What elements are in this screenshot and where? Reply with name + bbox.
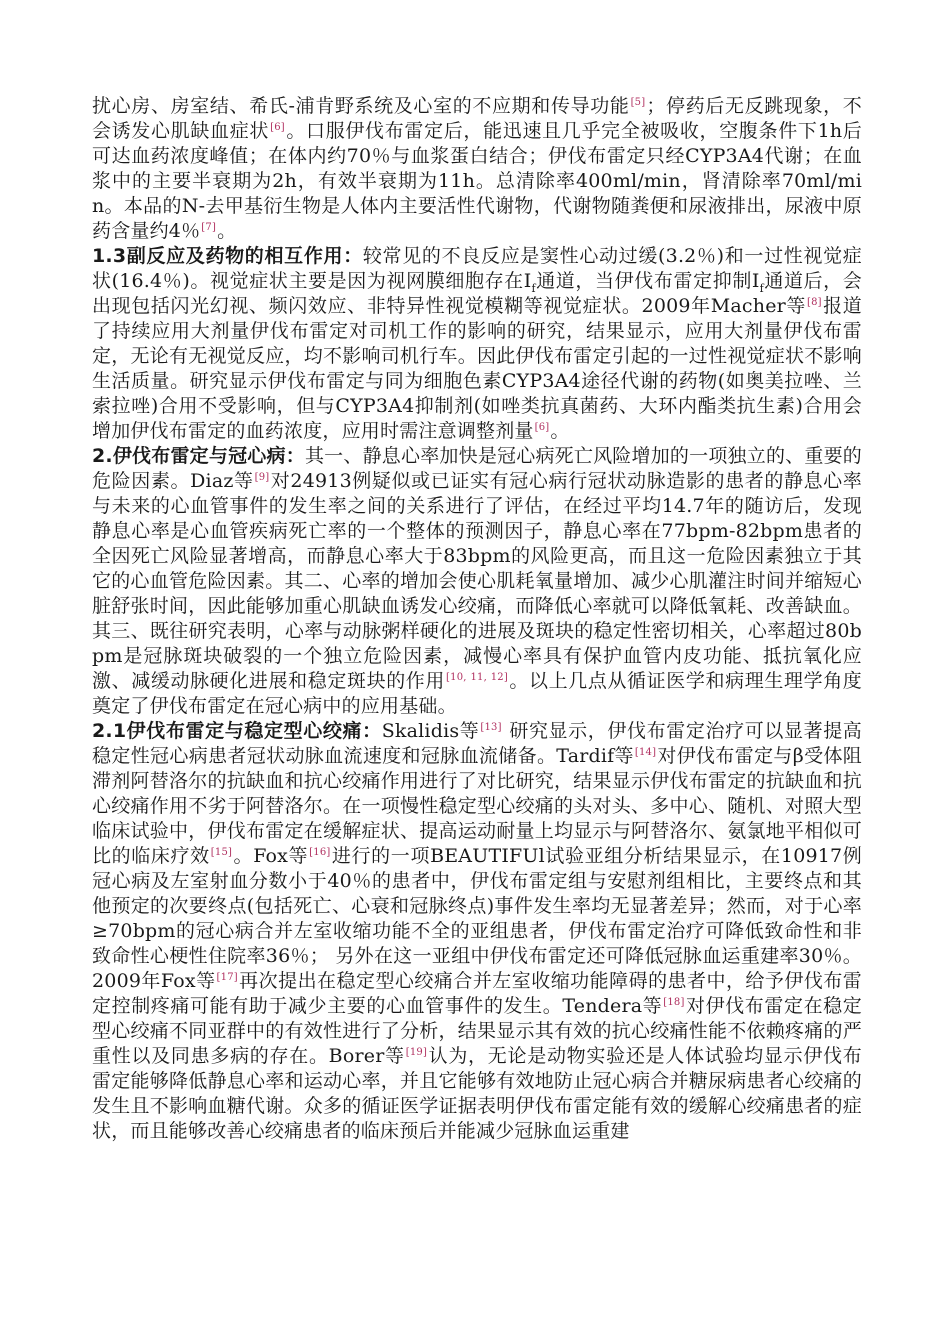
body-text: 对伊伐布雷定与β受体阻滞剂阿替洛尔的抗缺血和抗心绞痛作用进行了对比研究，结果显示伊伐布雷定的抗缺血和抗心绞痛作用不劣于阿替洛尔。在一项慢性稳定型心绞痛的头对头、多中心、随机、对照大型临床试验中，伊伐布雷定在缓解症状、提高运动耐量上均显示与阿替洛尔、氨氯地平相似可比的临床疗效 — [92, 745, 862, 867]
body-text: 通道，当伊伐布雷定抑制I — [535, 270, 760, 292]
body-text: 对24913例疑似或已证实有冠心病行冠状动脉造影的患者的静息心率与未来的心血管事件的发生率之间的关系进行了评估，在经过平均14.7年的随访后，发现静息心率是心血管疾病死亡率的一个整体的预测因子，静息心率在77bpm-82bpm患者的全因死亡风险显著增高，而静息心率大于83bpm的风险更高，而且这一危险因素独立于其它的心血管危险因素。其二、心率的增加会使心肌耗氧量增加、减少心肌灌注时间并缩短心脏舒张时间，因此能够加重心肌缺血诱发心绞痛，而降低心率就可以降低氧耗、改善缺血。其三、既往研究表明，心率与动脉粥样硬化的进展及斑块的稳定性密切相关，心率超过80bpm是冠脉斑块破裂的一个独立危险因素，减慢心率具有保护血管内皮功能、抵抗氧化应激、减缓动脉硬化进展和稳定斑块的作用 — [92, 470, 863, 692]
subscript: f — [759, 281, 764, 295]
citation-ref[interactable]: [6] — [534, 421, 550, 433]
paragraph-side-effects — [92, 244, 862, 444]
body-text: ；停药后无反跳现象，不会诱发心肌缺血症状 — [92, 95, 863, 142]
body-text: 其一、静息心率加快是冠心病死亡风险增加的一项独立的、重要的危险因素。Diaz等 — [92, 445, 862, 492]
citation-ref[interactable]: [7] — [201, 221, 217, 233]
body-text: 报道了持续应用大剂量伊伐布雷定对司机工作的影响的研究，结果显示，应用大剂量伊伐布雷定，无论有无视觉反应，均不影响司机行车。因此伊伐布雷定引起的一过性视觉症状不影响生活质量。研究显示伊伐布雷定与同为细胞色素CYP3A4途径代谢的药物(如奥美拉唑、兰索拉唑)合用不受影响，但与CYP3A4抑制剂(如唑类抗真菌药、大环内酯类抗生素)合用会增加伊伐布雷定的血药浓度，应用时需注意调整剂量 — [92, 295, 863, 442]
body-text: 。 — [550, 420, 570, 442]
body-text: 进行的一项BEAUTIFUl试验亚组分析结果显示，在10917例冠心病及左室射血分数小于40％的患者中，伊伐布雷定组与安慰剂组相比，主要终点和其他预定的次要终点(包括死亡、心衰和冠脉终点)事件发生率均无显著差异；然而，对于心率≥70bpm的冠心病合并左室收缩功能不全的亚组患者，伊伐布雷定治疗可降低致命性和非致命性心梗性住院率36％； 另外在这一亚组中伊伐布雷定还可降低冠脉血运重建率30％。2009年Fox等 — [92, 845, 862, 992]
citation-ref[interactable]: [18] — [663, 996, 685, 1008]
section-heading: 2.伊伐布雷定与冠心病： — [92, 445, 305, 467]
citation-ref[interactable]: [6] — [270, 121, 285, 133]
citation-ref[interactable]: [10, 11, 12] — [446, 671, 508, 683]
subscript: f — [531, 281, 536, 295]
section-heading: 1.3副反应及药物的相互作用： — [92, 245, 363, 267]
citation-ref[interactable]: [15] — [210, 846, 233, 858]
body-text: 。口服伊伐布雷定后，能迅速且几乎完全被吸收，空腹条件下1h后可达血药浓度峰值；在体内约70％与血浆蛋白结合；伊伐布雷定只经CYP3A4代谢；在血浆中的主要半衰期为2h，有效半衰期为11h。总清除率400ml/min，肾清除率70ml/min。本品的N-去甲基衍生物是人体内主要活性代谢物，代谢物随粪便和尿液排出，尿液中原药含量约4％ — [92, 120, 862, 242]
body-text: 认为，无论是动物实验还是人体试验均显示伊伐布雷定能够降低静息心率和运动心率，并且它能够有效地防止冠心病合并糖尿病患者心绞痛的发生且不影响血糖代谢。众多的循证医学证据表明伊伐布雷定能有效的缓解心绞痛患者的症状，而且能够改善心绞痛患者的临床预后并能减少冠脉血运重建 — [92, 1045, 862, 1142]
paragraph-pharmacokinetics — [92, 94, 862, 244]
citation-ref[interactable]: [17] — [216, 971, 238, 983]
body-text: 较常见的不良反应是窦性心动过缓(3.2％)和一过性视觉症状(16.4％)。视觉症状主要是因为视网膜细胞存在I — [92, 245, 862, 292]
document-body — [92, 94, 862, 1144]
body-text: 再次提出在稳定型心绞痛合并左室收缩功能障碍的患者中，给予伊伐布雷定控制疼痛可能有助于减少主要的心血管事件的发生。Tendera等 — [92, 970, 862, 1017]
citation-ref[interactable]: [19] — [405, 1046, 428, 1058]
citation-ref[interactable]: [8] — [806, 296, 822, 308]
body-text: 。 — [217, 220, 237, 242]
citation-ref[interactable]: [9] — [254, 471, 270, 483]
citation-ref[interactable]: [13] — [480, 721, 502, 733]
citation-ref[interactable]: [5] — [630, 96, 646, 108]
body-text: 扰心房、房室结、希氏-浦肯野系统及心室的不应期和传导功能 — [92, 95, 630, 117]
body-text: Skalidis等 — [381, 720, 480, 742]
body-text: 对伊伐布雷定在稳定型心绞痛不同亚群中的有效性进行了分析，结果显示其有效的抗心绞痛性能不依赖疼痛的严重性以及同患多病的存在。Borer等 — [92, 995, 862, 1067]
body-text: 通道后，会出现包括闪光幻视、频闪效应、非特异性视觉模糊等视觉症状。2009年Macher等 — [92, 270, 862, 317]
body-text: 。以上几点从循证医学和病理生理学角度奠定了伊伐布雷定在冠心病中的应用基础。 — [92, 670, 863, 717]
paragraph-ivabradine-chd — [92, 444, 862, 719]
section-heading: 2.1伊伐布雷定与稳定型心绞痛： — [92, 720, 382, 742]
body-text: 。Fox等 — [233, 845, 309, 867]
citation-ref[interactable]: [14] — [634, 746, 657, 758]
citation-ref[interactable]: [16] — [309, 846, 331, 858]
body-text: 研究显示，伊伐布雷定治疗可以显著提高稳定性冠心病患者冠状动脉血流速度和冠脉血流储备。Tardif等 — [92, 720, 863, 767]
paragraph-stable-angina — [92, 719, 862, 1144]
